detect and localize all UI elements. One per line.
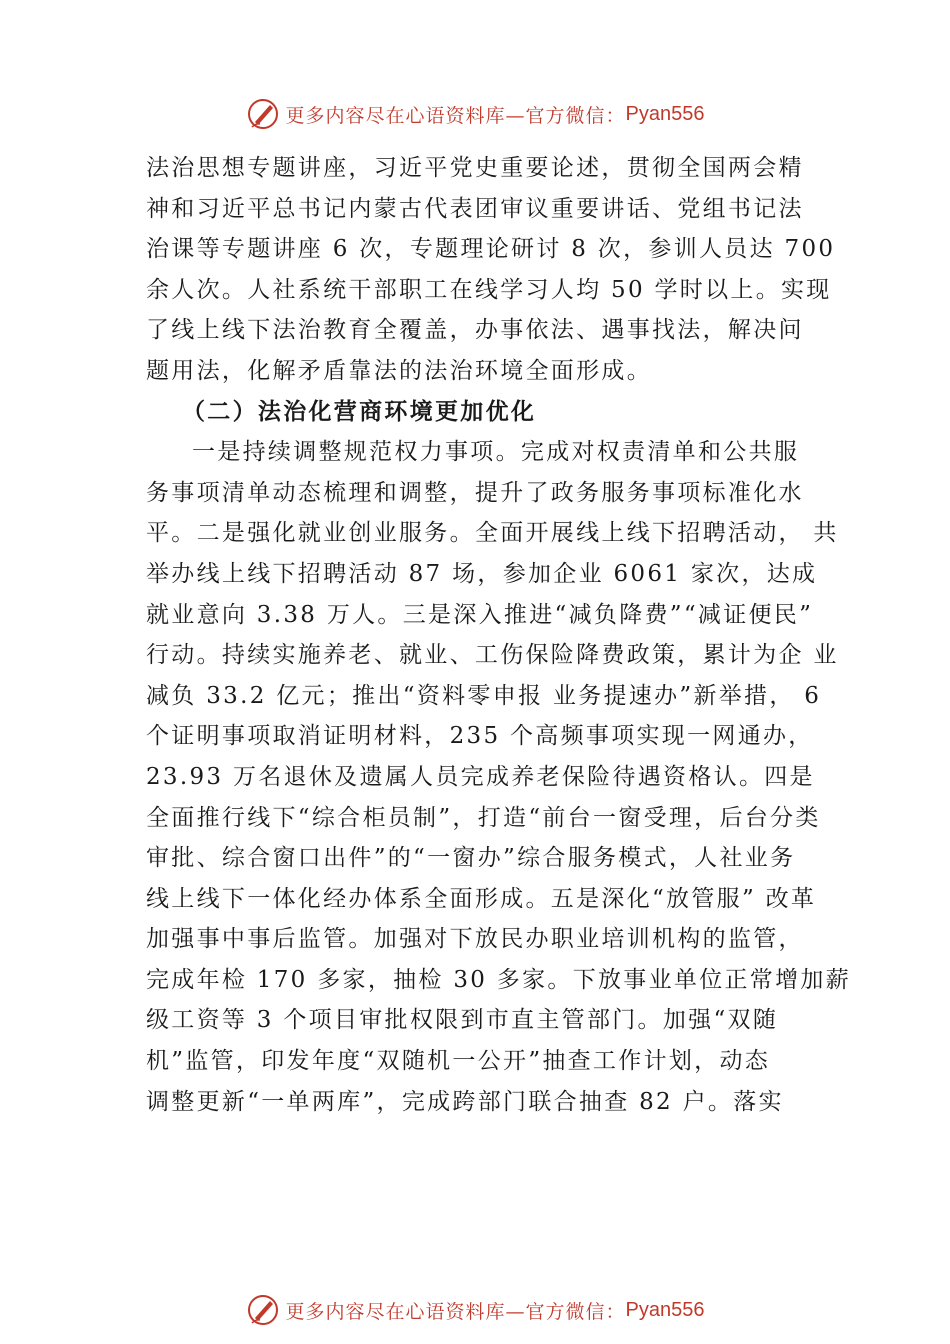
pen-logo-icon (246, 1293, 280, 1327)
text-line: 23.93 万名退休及遗属人员完成养老保险待遇资格认。四是 (146, 763, 815, 790)
pen-logo-icon (246, 97, 280, 131)
text-line: 务事项清单动态梳理和调整，提升了政务服务事项标准化水 (146, 479, 804, 506)
text-line: 减负 33.2 亿元；推出“资料零申报 业务提速办”新举措， 6 (146, 682, 822, 709)
document-body (146, 148, 852, 1122)
watermark-wechat-id: Pyan556 (625, 102, 705, 125)
text-line: 了线上线下法治教育全覆盖，办事依法、遇事找法，解决问 (146, 317, 804, 344)
footer-watermark (0, 1290, 950, 1330)
text-line: 完成年检 170 多家，抽检 30 多家。下放事业单位正常增加薪 (146, 966, 852, 993)
text-line: 余人次。人社系统干部职工在线学习人均 50 学时以上。实现 (146, 276, 832, 303)
text-line: 机”监管，印发年度“双随机一公开”抽查工作计划，动态 (146, 1048, 771, 1075)
watermark-wechat-id: Pyan556 (625, 1298, 705, 1321)
text-line: 题用法，化解矛盾靠法的法治环境全面形成。 (146, 357, 652, 384)
text-line: 一是持续调整规范权力事项。完成对权责清单和公共服 (192, 439, 800, 466)
section-heading: （二）法治化营商环境更加优化 (182, 397, 537, 425)
text-line: 平。二是强化就业创业服务。全面开展线上线下招聘活动， 共 (146, 520, 839, 547)
watermark-text: 更多内容尽在心语资料库—官方微信： (285, 104, 626, 127)
text-line: 调整更新“一单两库”，完成跨部门联合抽查 82 户。落实 (146, 1088, 784, 1115)
text-line: 加强事中事后监管。加强对下放民办职业培训机构的监管， (146, 926, 804, 953)
text-line: 线上线下一体化经办体系全面形成。五是深化“放管服” 改革 (146, 885, 817, 912)
text-line: 举办线上线下招聘活动 87 场，参加企业 6061 家次，达成 (146, 560, 818, 587)
text-line: 全面推行线下“综合柜员制”，打造“前台一窗受理，后台分类 (146, 804, 821, 831)
watermark-text: 更多内容尽在心语资料库—官方微信： (285, 1300, 626, 1323)
text-line: 治课等专题讲座 6 次，专题理论研讨 8 次，参训人员达 700 (146, 236, 836, 263)
text-line: 级工资等 3 个项目审批权限到市直主管部门。加强“双随 (146, 1007, 779, 1034)
text-line: 就业意向 3.38 万人。三是深入推进“减负降费”“减证便民” (146, 601, 814, 628)
text-line: 法治思想专题讲座，习近平党史重要论述，贯彻全国两会精 (146, 155, 804, 181)
text-line: 神和习近平总书记内蒙古代表团审议重要讲话、党组书记法 (146, 195, 804, 222)
text-line: 行动。持续实施养老、就业、工伤保险降费政策，累计为企 业 (146, 642, 839, 669)
header-watermark (0, 94, 950, 134)
text-line: 个证明事项取消证明材料，235 个高频事项实现一网通办， (146, 723, 814, 750)
text-line: 审批、综合窗口出件”的“一窗办”综合服务模式，人社业务 (146, 845, 796, 872)
